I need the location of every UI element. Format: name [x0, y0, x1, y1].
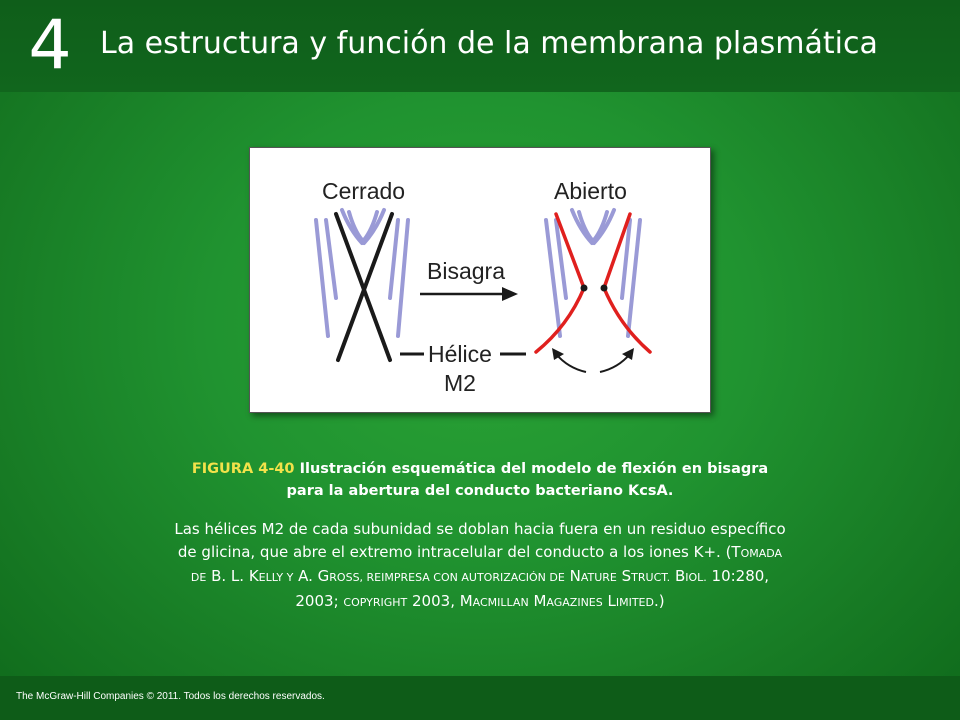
outward-arrows-icon — [556, 354, 630, 372]
caption-title-line1: Ilustración esquemática del modelo de flexión en bisagra — [299, 461, 769, 477]
header-bar — [0, 0, 960, 92]
figure-caption-title — [150, 458, 810, 502]
hinge-diagram — [250, 148, 710, 412]
hinge-arrow-icon — [420, 287, 518, 301]
label-open: Abierto — [554, 178, 627, 204]
label-closed: Cerrado — [322, 178, 406, 204]
label-hinge: Bisagra — [427, 258, 505, 284]
closed-m2-helices — [336, 214, 392, 360]
glycine-hinge-points — [581, 285, 608, 292]
slide-title: La estructura y función de la membrana plasmática — [100, 26, 878, 61]
figure-label: FIGURA 4-40 — [191, 461, 295, 477]
chapter-number: 4 — [28, 6, 72, 85]
label-helix-line1: Hélice — [428, 341, 492, 367]
label-helix-line2: M2 — [444, 370, 476, 396]
footer-bar — [0, 676, 960, 720]
closed-outer-helices — [316, 210, 408, 336]
figure-caption-body: Las hélices M2 de cada subunidad se doblan hacia fuera en un residuo específico de glicina, que abre el extremo intracelular del conducto a los iones K+. (TOMADA DE B. L. KELLY Y A. GROSS, REIMPRESA CON AUTORIZACIÓN DE NATURE STRUCT. BIOL. 10:280, 2003; COPYRIGHT 2003, MACMILLAN MAGAZINES LIMITED.) — [174, 520, 786, 610]
copyright-notice: The McGraw-Hill Companies © 2011. Todos los derechos reservados. — [16, 691, 325, 702]
figure-panel — [249, 147, 711, 413]
caption-title-line2: para la abertura del conducto bacteriano KcsA. — [286, 483, 674, 499]
